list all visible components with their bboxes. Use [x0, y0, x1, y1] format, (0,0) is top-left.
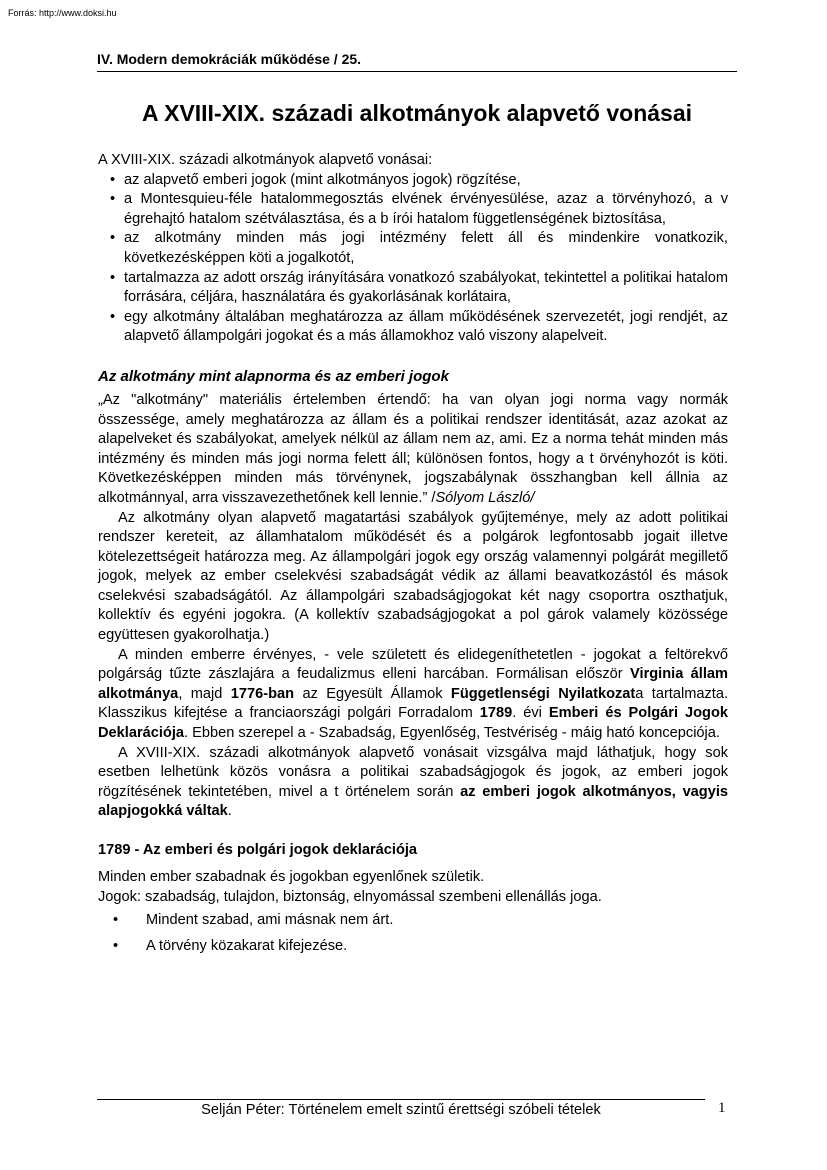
- quote-paragraph: [98, 391, 728, 509]
- intro-lead: A XVIII-XIX. századi alkotmányok alapvető vonásai:: [98, 152, 433, 168]
- text-run: . évi: [512, 705, 549, 722]
- rights-list: [98, 911, 728, 956]
- paragraph: Minden ember szabadnak és jogokban egyenlőnek születik.: [98, 869, 485, 885]
- paragraph: [98, 744, 728, 822]
- text-run: , majd: [178, 685, 231, 702]
- paragraph: Az alkotmány olyan alapvető magatartási szabályok gyűjteménye, mely az adott politikai rendszer kereteit, az államhatalom működését és a polgárok legfontosabb jogait illetve kötelezettségeit határozza meg. Az állampolgári jogok egy ország valamennyi polgárát megillető jogok, melyek az ember cselekvési szabadságát védik az állami beavatkozástól és mások cselekvési szabadságától. Az állampolgári szabadságjogokat két nagy csoportra oszthatjuk, kollektív és egyéni jogokra. (A kollektív szabadságjogokat a pol gárok valamely közössége együttesen gyakorolhatja.): [98, 509, 728, 644]
- quote-end: /: [530, 489, 535, 506]
- text-run: . Ebben szerepel a - Szabadság, Egyenlőség, Testvériség - máig ható koncepciója.: [184, 725, 720, 742]
- list-item: • az alkotmány minden más jogi intézmény felett áll és mindenkire vonatkozik, következésképpen köti a jogalkotót,: [98, 229, 728, 268]
- bold-run: Virginia állam alkotmánya: [98, 666, 729, 702]
- list-item: • tartalmazza az adott ország irányítására vonatkozó szabályokat, tekintettel a politikai hatalom forrására, céljára, használatára és gyakorlásának korlátaira,: [98, 269, 728, 308]
- text-run: A minden emberre érvényes, - vele született és elidegeníthetetlen - jogokat a feltörekvő polgárság tűzte zászlajára a feudalizmus elleni harcában. Formálisan először: [98, 646, 728, 683]
- section-heading: 1789 - Az emberi és polgári jogok deklarációja: [98, 842, 418, 858]
- page-header: IV. Modern demokráciák működése / 25.: [97, 51, 737, 72]
- source-note: Forrás: http://www.doksi.hu: [8, 8, 117, 18]
- features-list: [98, 171, 728, 347]
- page-number: 1: [718, 1100, 726, 1116]
- bold-run: 1789: [479, 705, 513, 722]
- list-item: • a Montesquieu-féle hatalommegosztás elvének érvényesülése, azaz a törvényhozó, a v égrehajtó hatalom szétválasztása, és a b írói hatalom függetlenségének biztosítása,: [98, 190, 728, 229]
- list-item: • A törvény közakarat kifejezése.: [98, 937, 728, 957]
- document-body: [98, 151, 728, 962]
- bold-run: 1776-ban: [230, 685, 295, 702]
- text-run: .: [227, 803, 232, 820]
- bold-run: Emberi és Polgári Jogok Deklarációja: [98, 705, 728, 742]
- text-run: az Egyesült Államok: [294, 685, 451, 702]
- quote-author: Sólyom László: [435, 489, 531, 506]
- page-title: A XVIII-XIX. századi alkotmányok alapvető vonásai: [141, 100, 693, 126]
- bold-run: Függetlenségi Nyilatkozat: [450, 685, 636, 702]
- text-run: A XVIII-XIX. századi alkotmányok alapvető vonásait vizsgálva majd láthatjuk, hogy sok esetben lelhetünk közös vonásra a politikai szabadságjogok és jogok, az emberi jogok rögzítésének tekintetében, mivel a t örténelem során: [98, 744, 728, 800]
- section-heading: Az alkotmány mint alapnorma és az emberi jogok: [98, 367, 449, 385]
- text-run: a tartalmazta. Klasszikus kifejtése a franciaországi polgári Forradalom: [98, 685, 729, 722]
- list-item: • Mindent szabad, ami másnak nem árt.: [98, 911, 728, 931]
- paragraph: [98, 646, 728, 744]
- page-footer: Selján Péter: Történelem emelt szintű érettségi szóbeli tételek: [201, 1102, 601, 1118]
- bold-run: az emberi jogok alkotmányos, vagyis alapjogokká váltak: [98, 783, 729, 820]
- list-item: • az alapvető emberi jogok (mint alkotmányos jogok) rögzítése,: [98, 171, 728, 191]
- list-item: • egy alkotmány általában meghatározza az állam működésének szervezetét, jogi rendjét, az alapvető állampolgári jogokat és a más államokhoz való viszony alapelveit.: [98, 308, 728, 347]
- footer-divider: [97, 1099, 705, 1100]
- paragraph: Jogok: szabadság, tulajdon, biztonság, elnyomással szembeni ellenállás joga.: [98, 888, 602, 905]
- quote-text: „Az "alkotmány" materiális értelemben értendő: ha van olyan jogi norma vagy normák összessége, amely meghatározza az állam és a politikai rendszer identitását, azaz azokat az alapelveket és szabályokat, amelyek nélkül az állam nem az, ami. Ez a norma tehát minden más intézmény és minden más jogi norma felett áll; különösen fontos, hogy a t örvényhozót is köti. Következésképpen minden más törvénynek, jogszabálynak összhangban kell állnia az alkotmánnyal, arra visszavezethetőnek kell lennie.” /: [98, 391, 728, 506]
